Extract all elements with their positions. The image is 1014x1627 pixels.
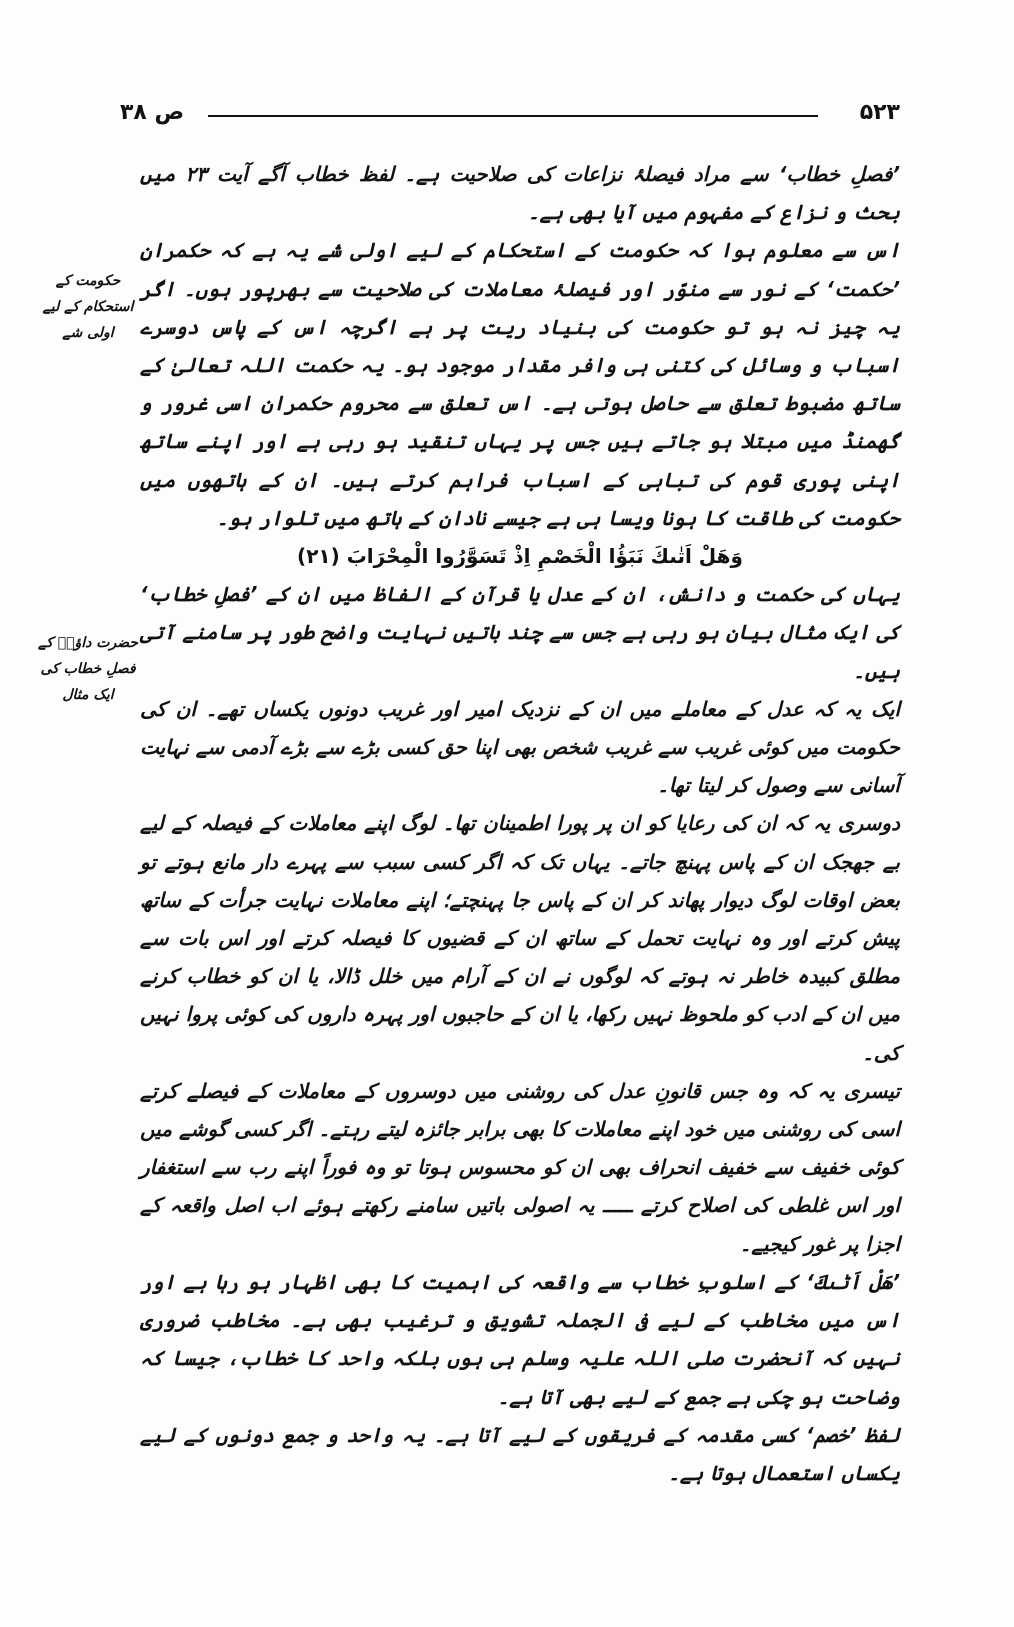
chapter-reference: ص ۳۸ (120, 100, 185, 125)
paragraph: لفظ ’خصم‘ کسی مقدمہ کے فریقوں کے لیے آتا ہے۔ یہ واحد و جمع دونوں کے لیے یکساں استعمال ہوتا ہے۔ (140, 1422, 900, 1485)
paragraph: اس سے معلوم ہوا کہ حکومت کے استحکام کے لیے اولی شے یہ ہے کہ حکمران ’حکمت‘ کے نور سے منوّر اور فیصلۂ معاملات کی صلاحیت سے بھرپور ہوں۔ اگر یہ چیز نہ ہو تو حکومت کی بنیاد ریت پر ہے اگرچہ اس کے پاس دوسرے اسباب و وسائل کی کتنی ہی وافر مقدار موجود ہو۔ یہ حکمت اللہ تعالیٰ کے ساتھ مضبوط تعلق سے حاصل ہوتی ہے۔ اس تعلق سے محروم حکمران اسی غرور و گھمنڈ میں مبتلا ہو جاتے ہیں جس پر یہاں تنقید ہو رہی ہے اور اپنے ساتھ اپنی پوری قوم کی تباہی کے اسباب فراہم کرتے ہیں۔ ان کے ہاتھوں میں حکومت کی طاقت کا ہونا ویسا ہی ہے جیسے نادان کے ہاتھ میں تلوار ہو۔ (140, 238, 900, 530)
margin-note: حضرت داؤدؑ کے فصلِ خطاب کی ایک مثال (37, 635, 138, 703)
paragraph: تیسری یہ کہ وہ جس قانونِ عدل کی روشنی میں دوسروں کے معاملات کے فیصلے کرتے اسی کی روشنی میں خود اپنے معاملات کا بھی برابر جائزہ لیتے رہتے۔ اگر کسی گوشے میں کوئی خفیف سے خفیف انحراف بھی ان کو محسوس ہوتا تو وہ فوراً اپنے رب سے استغفار اور اس غلطی کی اصلاح کرتے ـــــ یہ اصولی باتیں سامنے رکھتے ہوئے اب اصل واقعہ کے اجزا پر غور کیجیے۔ (140, 1078, 900, 1256)
header-rule (208, 115, 818, 117)
paragraph: ’هَلْ اَتٰىكَ‘ کے اسلوبِ خطاب سے واقعہ کی اہمیت کا بھی اظہار ہو رہا ہے اور اس میں مخاطب کے لیے فی الجملہ تشویق و ترغیب بھی ہے۔ مخاطب ضروری نہیں کہ آنحضرت صلی اللہ علیہ وسلم ہی ہوں بلکہ واحد کا خطاب، جیسا کہ وضاحت ہو چکی ہے جمع کے لیے بھی آتا ہے۔ (140, 1269, 900, 1409)
paragraph: یہاں کی حکمت و دانش، ان کے عدل یا قرآن کے الفاظ میں ان کے ’فصلِ خطاب‘ کی ایک مثال بیان ہو رہی ہے جس سے چند باتیں نہایت واضح طور پر سامنے آتی ہیں۔ (140, 582, 900, 683)
page-header (120, 100, 900, 140)
paragraph: دوسری یہ کہ ان کی رعایا کو ان پر پورا اطمینان تھا۔ لوگ اپنے معاملات کے فیصلہ کے لیے بے جھجک ان کے پاس پہنچ جاتے۔ یہاں تک کہ اگر کسی سبب سے پہرے دار مانع ہوتے تو بعض اوقات لوگ دیوار پھاند کر ان کے پاس جا پہنچتے؛ اپنے معاملات نہایت جرأت کے ساتھ پیش کرتے اور وہ نہایت تحمل کے ساتھ ان کے قضیوں کا فیصلہ کرتے اور اس بات سے مطلق کبیدہ خاطر نہ ہوتے کہ لوگوں نے ان کے آرام میں خلل ڈالا، یا ان کو خطاب کرنے میں ان کے ادب کو ملحوظ نہیں رکھا، یا ان کے حاجبوں اور پہرہ داروں کی کوئی پروا نہیں کی۔ (140, 811, 900, 1065)
margin-note: حکومت کے استحکام کے لیے اولی شے (42, 273, 134, 341)
quran-verse: وَهَلْ اَتٰىكَ نَبَؤُا الْخَصْمِ اِذْ تَسَوَّرُوا الْمِحْرَابَ (۲۱) (297, 544, 743, 569)
page-number: ۵۲۳ (859, 100, 900, 125)
body-text (140, 155, 900, 1492)
paragraph: ایک یہ کہ عدل کے معاملے میں ان کے نزدیک امیر اور غریب دونوں یکساں تھے۔ ان کی حکومت میں کوئی غریب سے غریب شخص بھی اپنا حق کسی بڑے سے بڑے آدمی سے نہایت آسانی سے وصول کر لیتا تھا۔ (140, 696, 900, 798)
paragraph: ’فصلِ خطاب‘ سے مراد فیصلۂ نزاعات کی صلاحیت ہے۔ لفظ خطاب آگے آیت ۲۳ میں بحث و نزاع کے مفہوم میں آیا بھی ہے۔ (140, 162, 900, 225)
